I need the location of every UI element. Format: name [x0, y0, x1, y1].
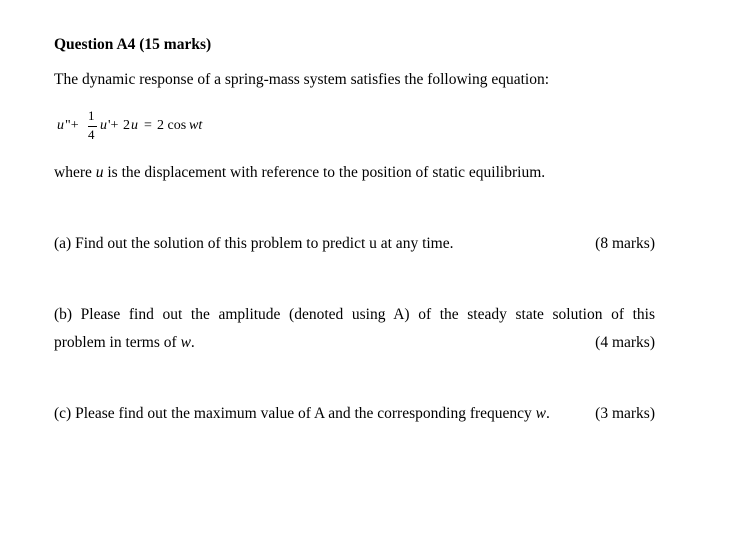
equation-numerator: 1 [88, 108, 95, 123]
equation-rhs: 2 cos [157, 118, 187, 133]
part-c-var: w [535, 405, 546, 422]
where-text [54, 164, 545, 182]
part-c-pre: (c) Please find out the maximum value of A and the corresponding frequency [54, 405, 536, 422]
part-b-line1: (b) Please find out the amplitude (denoted using A) of the steady state solution of this [54, 306, 655, 323]
part-b-line2 [54, 334, 195, 352]
equation [57, 108, 237, 148]
equation-plus2: '+ [108, 118, 119, 133]
part-a-text: (a) Find out the solution of this problem to predict u at any time. [54, 235, 454, 252]
equation-u2: u [100, 118, 107, 133]
part-c-post: . [546, 405, 550, 422]
equation-two: 2 [123, 118, 130, 133]
part-c-text [54, 405, 550, 423]
equation-equals: = [144, 118, 152, 133]
part-b-marks: (4 marks) [595, 334, 655, 351]
part-b-line2-var: w [180, 334, 191, 351]
part-a-marks: (8 marks) [595, 235, 655, 252]
part-c-marks: (3 marks) [595, 405, 655, 422]
question-heading: Question A4 (15 marks) [54, 36, 212, 53]
part-b-line2-post: . [190, 334, 195, 351]
where-pre: where [54, 164, 96, 181]
equation-denominator: 4 [88, 127, 95, 142]
where-post: is the displacement with reference to the position of static equilibrium. [103, 164, 546, 181]
intro-text: The dynamic response of a spring-mass system satisfies the following equation: [54, 71, 550, 88]
equation-plus1: "+ [65, 118, 79, 133]
equation-u1: u [57, 118, 64, 133]
equation-wt: wt [189, 118, 203, 133]
equation-u3: u [131, 118, 138, 133]
part-b-line2-pre: problem in terms of [54, 334, 181, 351]
where-var: u [95, 164, 104, 181]
